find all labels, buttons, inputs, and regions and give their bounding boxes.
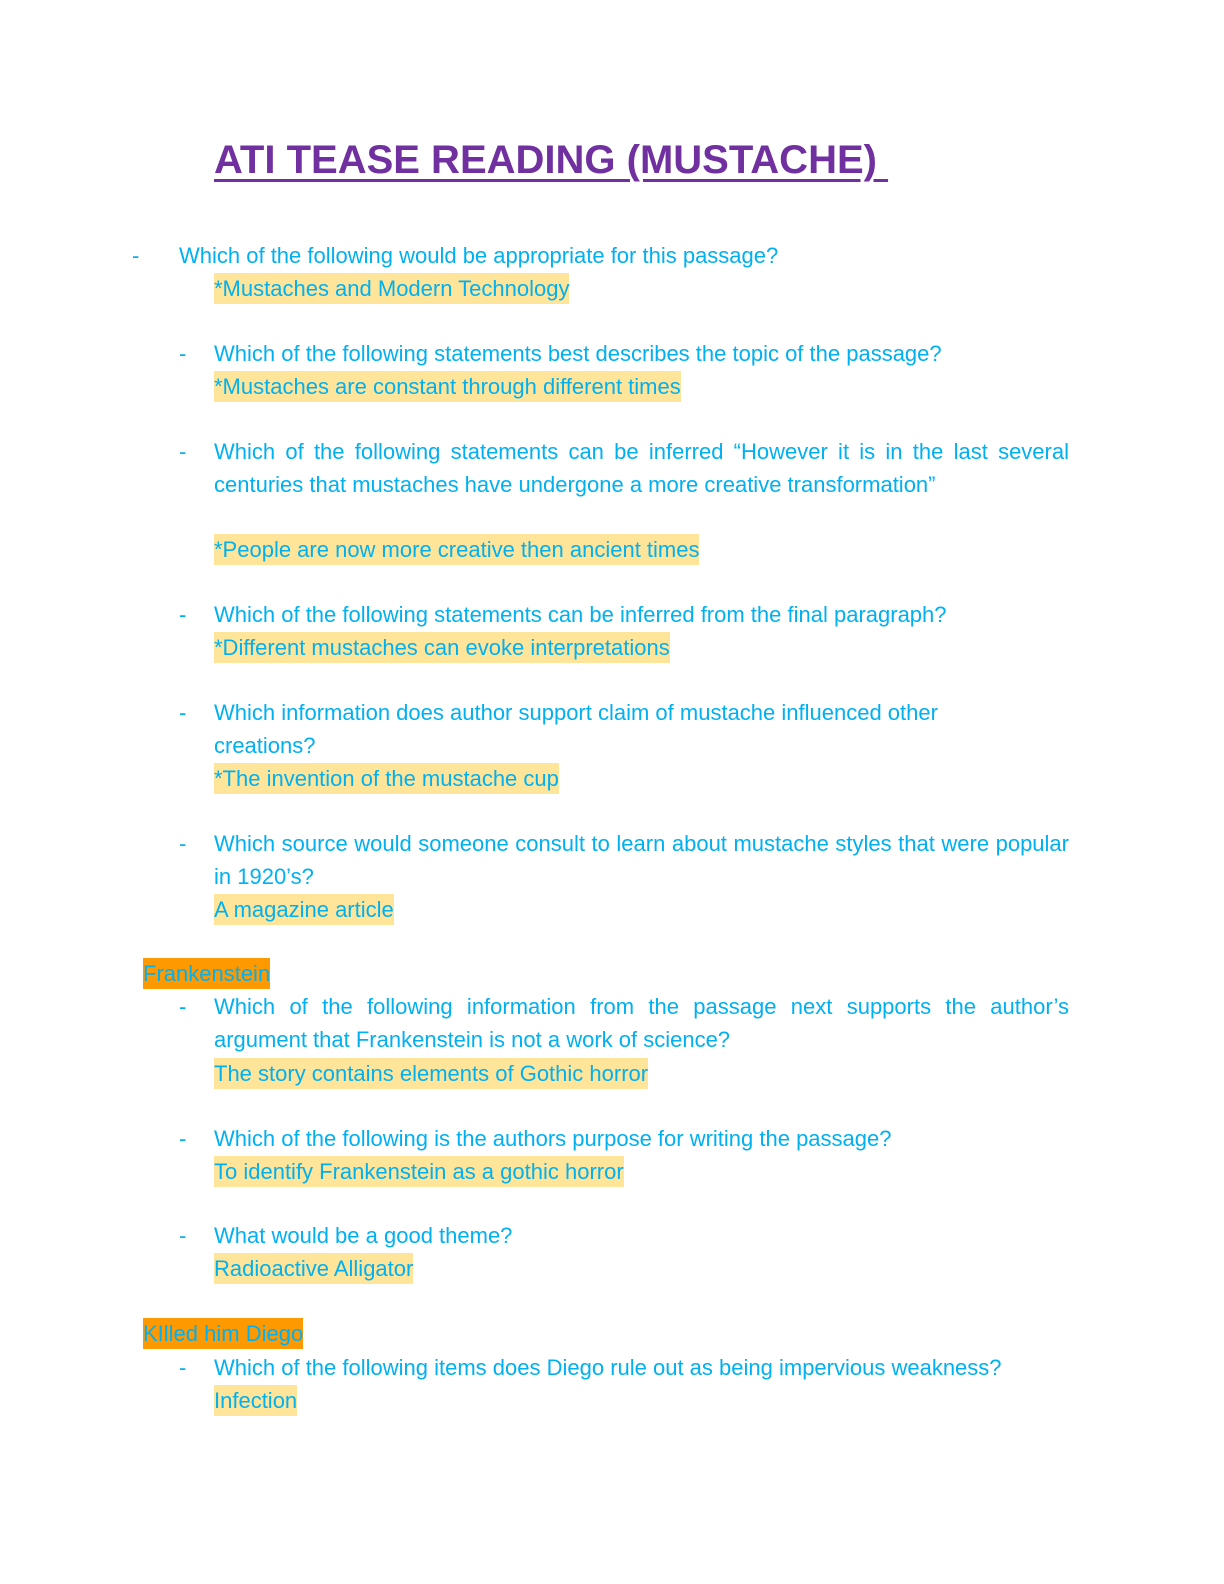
question-text: Which of the following information from the passage next supports the author’s argument that Frankenstein is not a work of science?: [214, 994, 1069, 1052]
section-heading-diego: KIlled him Diego: [143, 1318, 303, 1349]
question-text: Which of the following statements best describes the topic of the passage?: [214, 341, 942, 366]
list-bullet: -: [179, 341, 187, 366]
list-bullet: -: [179, 1126, 187, 1151]
answer-highlight: To identify Frankenstein as a gothic horror: [214, 1156, 624, 1187]
list-bullet: -: [179, 439, 187, 464]
answer-highlight: *Mustaches and Modern Technology: [214, 273, 569, 304]
question-text: Which information does author support claim of mustache influenced other creations?: [214, 700, 938, 758]
answer-highlight: *Different mustaches can evoke interpretations: [214, 632, 670, 663]
question-text: Which of the following statements can be inferred “However it is in the last several centuries that mustaches have undergone a more creative transformation”: [214, 439, 1069, 497]
question-text: What would be a good theme?: [214, 1223, 513, 1248]
question-text: Which of the following would be appropriate for this passage?: [179, 243, 779, 268]
list-bullet: -: [179, 994, 187, 1019]
page-title: ATI TEASE READING (MUSTACHE): [214, 138, 889, 182]
list-bullet: -: [179, 602, 187, 627]
answer-highlight: *People are now more creative then ancient times: [214, 534, 699, 565]
question-text: Which of the following is the authors purpose for writing the passage?: [214, 1126, 892, 1151]
answer-highlight: Radioactive Alligator: [214, 1253, 413, 1284]
answer-highlight: *Mustaches are constant through different times: [214, 371, 681, 402]
list-bullet: -: [179, 1355, 187, 1380]
answer-highlight: The story contains elements of Gothic horror: [214, 1058, 648, 1089]
question-text: Which source would someone consult to learn about mustache styles that were popular in 1920’s?: [214, 831, 1069, 889]
list-bullet: -: [179, 1223, 187, 1248]
section-heading-frankenstein: Frankenstein: [143, 958, 270, 989]
question-text: Which of the following statements can be inferred from the final paragraph?: [214, 602, 947, 627]
list-bullet: -: [132, 243, 140, 268]
list-bullet: -: [179, 831, 187, 856]
list-bullet: -: [179, 700, 187, 725]
answer-highlight: A magazine article: [214, 894, 394, 925]
question-text: Which of the following items does Diego rule out as being impervious weakness?: [214, 1355, 1002, 1380]
answer-highlight: *The invention of the mustache cup: [214, 763, 559, 794]
answer-highlight: Infection: [214, 1385, 297, 1416]
